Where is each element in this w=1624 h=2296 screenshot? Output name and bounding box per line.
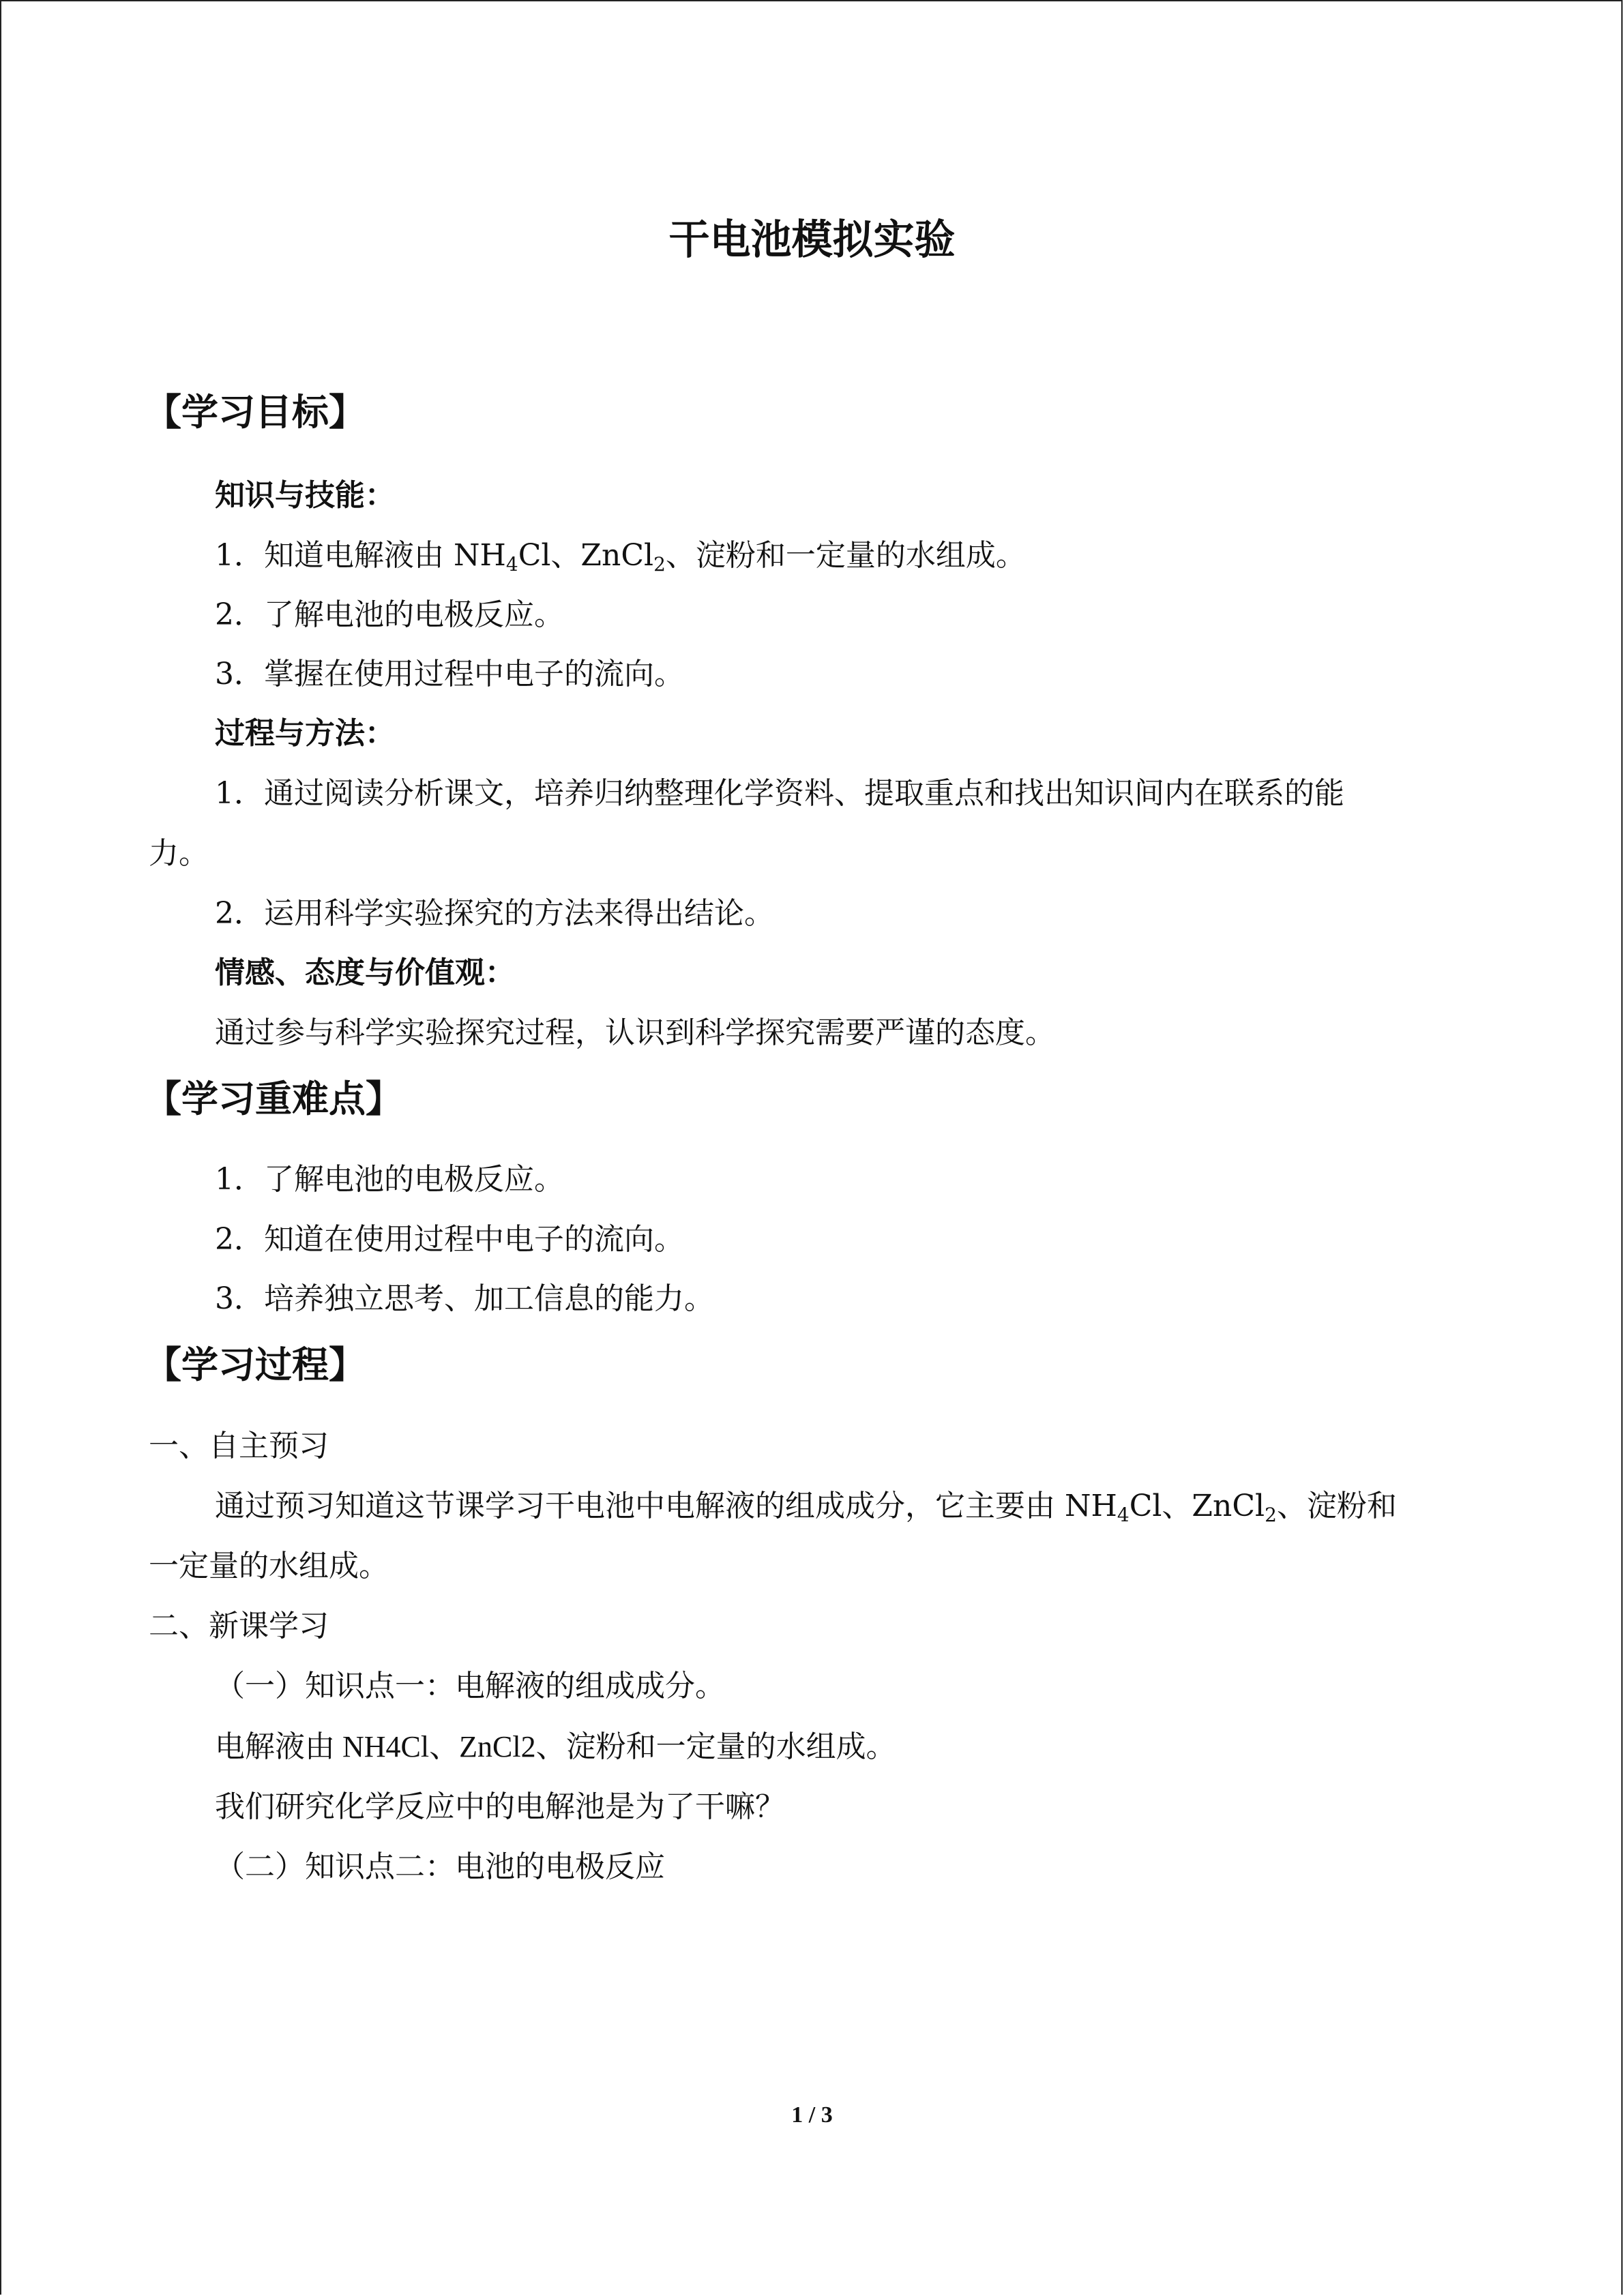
key-point-item-2: 2．知道在使用过程中电子的流向。 — [215, 1222, 684, 1257]
page-number: 1 / 3 — [791, 2102, 833, 2128]
process-method-heading: 过程与方法： — [215, 716, 395, 751]
attitude-text: 通过参与科学实验探究过程，认识到科学探究需要严谨的态度。 — [215, 1015, 1055, 1050]
key-point-item-3: 3．培养独立思考、加工信息的能力。 — [215, 1281, 714, 1316]
self-study-title: 一、自主预习 — [149, 1429, 329, 1463]
goal-item-3: 3．掌握在使用过程中电子的流向。 — [215, 657, 684, 691]
goal-item-1: 1．知道电解液由 $NH_4Cl$、ZnCl$_2$、淀粉和一定量的水组成。 — [215, 538, 1026, 576]
knowledge-point-1-text: 电解液由 NH4Cl、ZnCl2、淀粉和一定量的水组成。 — [215, 1730, 896, 1763]
attitude-heading: 情感、态度与价值观： — [215, 955, 515, 990]
knowledge-skills-heading: 知识与技能： — [215, 478, 395, 513]
method-item-1: 1．通过阅读分析课文，培养归纳整理化学资料、提取重点和找出知识间内在联系的能 — [215, 776, 1344, 811]
document-title: 干电池模拟实验 — [668, 216, 956, 264]
key-point-item-1: 1．了解电池的电极反应。 — [215, 1162, 564, 1197]
method-item-2: 2．运用科学实验探究的方法来得出结论。 — [215, 896, 774, 931]
method-item-1-continued: 力。 — [149, 836, 209, 871]
section-heading-goals: 【学习目标】 — [145, 391, 366, 434]
knowledge-point-2: （二）知识点二：电池的电极反应 — [215, 1849, 665, 1884]
knowledge-point-1-question: 我们研究化学反应中的电解池是为了干嘛？ — [215, 1789, 785, 1824]
knowledge-point-1: （一）知识点一：电解液的组成成分。 — [215, 1669, 725, 1703]
self-study-text-continued: 一定量的水组成。 — [149, 1549, 389, 1583]
self-study-text: 通过预习知道这节课学习干电池中电解液的组成成分，它主要由 $NH_4Cl$、ZnCl$_2$、淀粉和 — [215, 1489, 1397, 1526]
goal-item-2: 2．了解电池的电极反应。 — [215, 597, 564, 632]
section-heading-process: 【学习过程】 — [145, 1343, 366, 1386]
section-heading-key-points: 【学习重难点】 — [145, 1077, 402, 1120]
new-lesson-title: 二、新课学习 — [149, 1609, 329, 1643]
